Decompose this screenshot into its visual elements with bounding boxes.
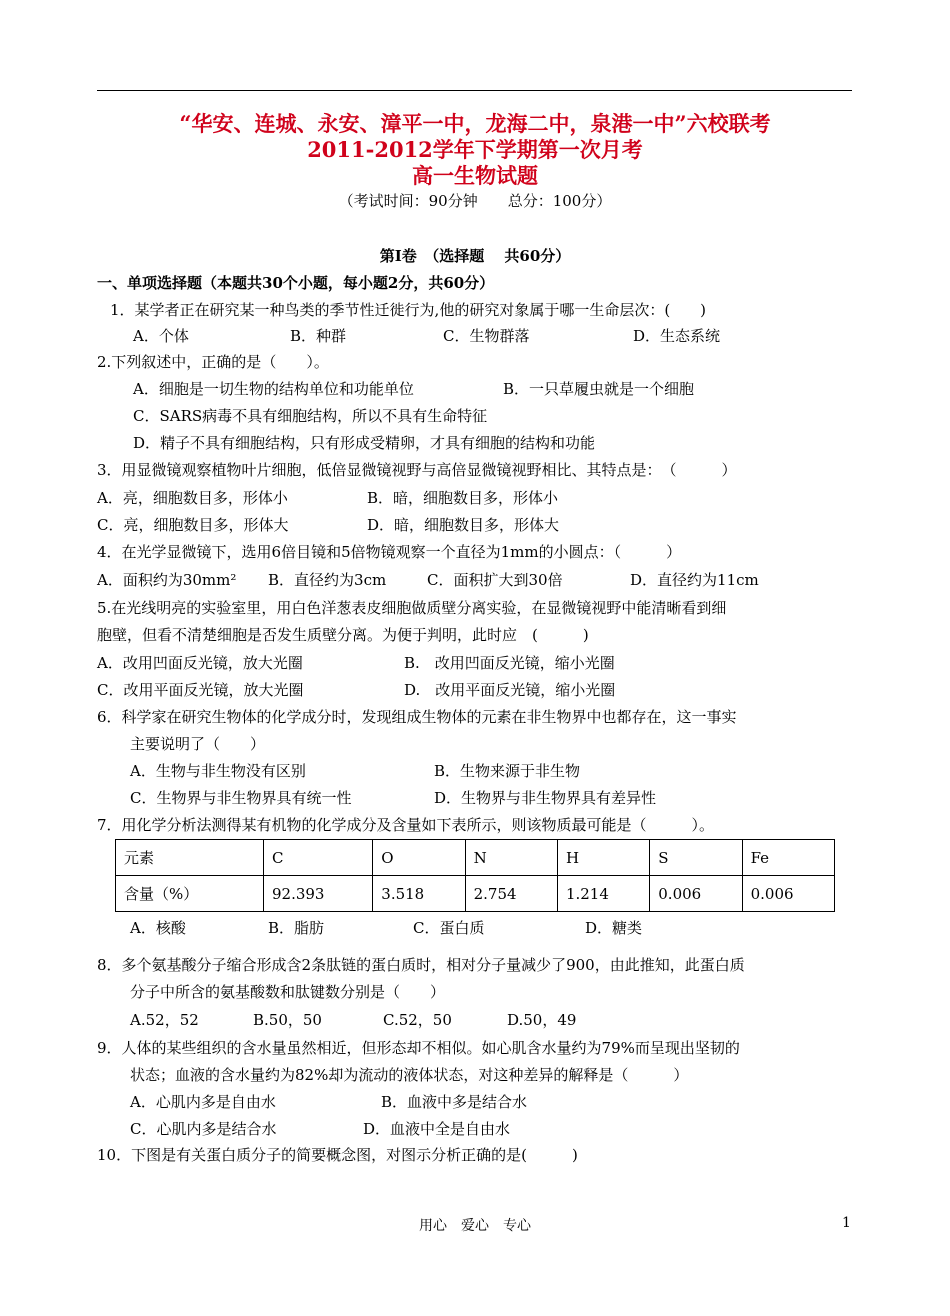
- q2-option-d: D．精子不具有细胞结构，只有形成受精卵，才具有细胞的结构和功能: [133, 434, 596, 452]
- q8-option-c: C.52，50: [383, 1011, 452, 1029]
- question-7: 7．用化学分析法测得某有机物的化学成分及含量如下表所示，则该物质最可能是（ ）。: [97, 816, 715, 834]
- section-heading: 一、单项选择题（本题共30个小题，每小题2分，共60分）: [97, 274, 495, 292]
- footer-slogan: 用心 爱心 专心: [419, 1218, 531, 1234]
- question-5-line-1: 5.在光线明亮的实验室里，用白色洋葱表皮细胞做质壁分离实验，在显微镜视野中能清晰看到细: [97, 599, 727, 617]
- q1-option-c: C．生物群落: [443, 327, 530, 345]
- q6-option-c: C．生物界与非生物界具有统一性: [130, 789, 352, 807]
- q5-option-d: D. 改用平面反光镜，缩小光圈: [404, 681, 616, 699]
- table-cell: 92.393: [263, 876, 372, 912]
- question-9-line-2: 状态；血液的含水量约为82%却为流动的液体状态，对这种差异的解释是（ ）: [130, 1066, 689, 1084]
- q9-option-b: B．血液中多是结合水: [381, 1093, 528, 1111]
- exam-info: （考试时间：90分钟 总分：100分）: [338, 192, 612, 210]
- q5-option-c: C．改用平面反光镜，放大光圈: [97, 681, 304, 699]
- q1-option-d: D．生态系统: [633, 327, 721, 345]
- q5-option-b: B. 改用凹面反光镜，缩小光圈: [404, 654, 615, 672]
- q6-option-d: D．生物界与非生物界具有差异性: [434, 789, 657, 807]
- table-row: [116, 876, 835, 912]
- question-8-line-2: 分子中所含的氨基酸数和肽键数分别是（ ）: [130, 983, 446, 1001]
- question-10: 10．下图是有关蛋白质分子的简要概念图，对图示分析正确的是( ): [97, 1146, 578, 1164]
- question-9-line-1: 9．人体的某些组织的含水量虽然相近，但形态却不相似。如心肌含水量约为79%而呈现出坚韧的: [97, 1039, 740, 1057]
- q8-option-a: A.52，52: [130, 1011, 199, 1029]
- table-cell: 2.754: [465, 876, 557, 912]
- q7-option-b: B．脂肪: [268, 919, 325, 937]
- q3-option-d: D．暗，细胞数目多，形体大: [367, 516, 560, 534]
- question-4: 4．在光学显微镜下，选用6倍目镜和5倍物镜观察一个直径为1mm的小圆点：（ ）: [97, 543, 682, 561]
- question-6-line-2: 主要说明了（ ）: [130, 735, 266, 753]
- question-5-line-2: 胞壁，但看不清楚细胞是否发生质壁分离。为便于判明，此时应 ( ): [97, 626, 589, 644]
- q6-option-b: B．生物来源于非生物: [434, 762, 581, 780]
- title-subject: 高一生物试题: [412, 163, 538, 188]
- q1-option-a: A．个体: [133, 327, 189, 345]
- q9-option-d: D．血液中全是自由水: [363, 1120, 511, 1138]
- q3-option-c: C．亮，细胞数目多，形体大: [97, 516, 289, 534]
- q8-option-d: D.50，49: [507, 1011, 577, 1029]
- header-rule: [97, 90, 852, 91]
- q9-option-a: A．心肌内多是自由水: [130, 1093, 276, 1111]
- table-cell: 0.006: [742, 876, 834, 912]
- q2-option-c: C．SARS病毒不具有细胞结构，所以不具有生命特征: [133, 407, 488, 425]
- q5-option-a: A．改用凹面反光镜，放大光圈: [97, 654, 303, 672]
- question-8-line-1: 8．多个氨基酸分子缩合形成含2条肽链的蛋白质时，相对分子量减少了900，由此推知，此蛋白质: [97, 956, 745, 974]
- table-cell: 含量（%）: [116, 876, 264, 912]
- table-cell: S: [650, 840, 742, 876]
- part-heading: 第Ⅰ卷 （选择题 共60分）: [379, 247, 571, 265]
- q3-option-a: A．亮，细胞数目多，形体小: [97, 489, 288, 507]
- table-cell: N: [465, 840, 557, 876]
- q3-option-b: B．暗，细胞数目多，形体小: [367, 489, 559, 507]
- table-cell: 3.518: [373, 876, 465, 912]
- q1-option-b: B．种群: [290, 327, 347, 345]
- q9-option-c: C．心肌内多是结合水: [130, 1120, 277, 1138]
- table-cell: 0.006: [650, 876, 742, 912]
- table-cell: 1.214: [557, 876, 649, 912]
- q7-option-d: D．糖类: [585, 919, 643, 937]
- table-cell: O: [373, 840, 465, 876]
- table-cell: H: [557, 840, 649, 876]
- question-3: 3．用显微镜观察植物叶片细胞，低倍显微镜视野与高倍显微镜视野相比、其特点是： （ ）: [97, 461, 737, 479]
- q2-option-b: B．一只草履虫就是一个细胞: [503, 380, 695, 398]
- q8-option-b: B.50，50: [253, 1011, 322, 1029]
- table-cell: Fe: [742, 840, 834, 876]
- question-1: 1．某学者正在研究某一种鸟类的季节性迁徙行为,他的研究对象属于哪一生命层次：( ): [110, 301, 707, 319]
- q7-option-a: A．核酸: [130, 919, 186, 937]
- title-term: 2011-2012学年下学期第一次月考: [307, 137, 643, 162]
- title-schools: “华安、连城、永安、漳平一中，龙海二中，泉港一中”六校联考: [179, 111, 771, 136]
- page-number: 1: [842, 1215, 851, 1231]
- q4-option-a: A．面积约为30mm²: [97, 571, 237, 589]
- table-row: [116, 840, 835, 876]
- table-cell: 元素: [116, 840, 264, 876]
- q4-option-d: D．直径约为11cm: [630, 571, 759, 589]
- q7-option-c: C．蛋白质: [413, 919, 485, 937]
- question-6-line-1: 6．科学家在研究生物体的化学成分时，发现组成生物体的元素在非生物界中也都存在，这一事实: [97, 708, 737, 726]
- element-content-table: [115, 839, 835, 912]
- q4-option-c: C．面积扩大到30倍: [427, 571, 563, 589]
- table-cell: C: [263, 840, 372, 876]
- q4-option-b: B．直径约为3cm: [268, 571, 387, 589]
- q6-option-a: A．生物与非生物没有区别: [130, 762, 306, 780]
- q2-option-a: A．细胞是一切生物的结构单位和功能单位: [133, 380, 414, 398]
- question-2: 2.下列叙述中，正确的是（ ）。: [97, 353, 329, 371]
